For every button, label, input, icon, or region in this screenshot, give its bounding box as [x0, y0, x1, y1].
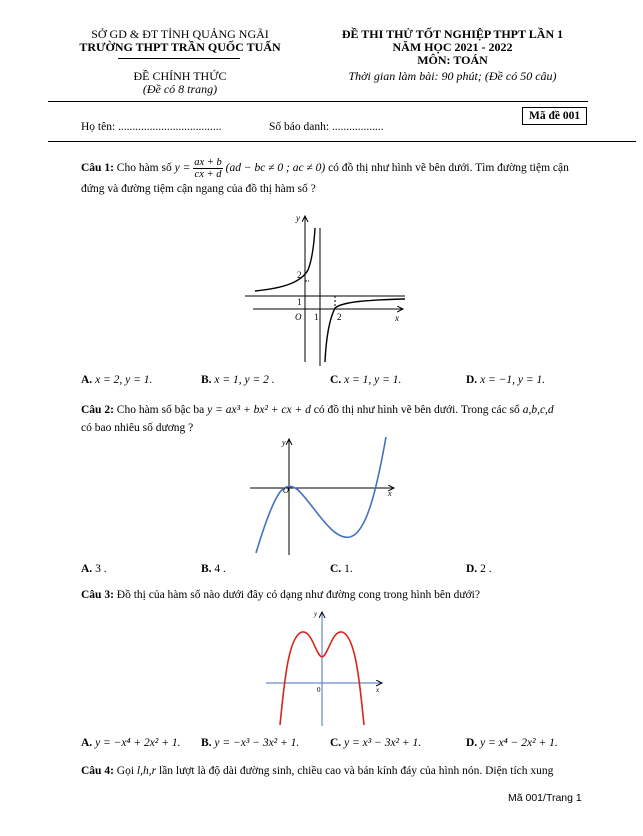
question-2-label: Câu 2:: [81, 404, 114, 416]
graph2-y-label: y: [282, 438, 286, 447]
official-block: [65, 70, 295, 96]
q3-option-a[interactable]: A. y = −x⁴ + 2x² + 1.: [81, 737, 181, 749]
header-left-divider: [118, 58, 240, 59]
question-1-text-b: có đồ thị như hình vẽ bên dưới. Tìm đường tiệm cận: [328, 162, 569, 175]
header-left: [65, 28, 295, 54]
info-divider: [48, 141, 636, 142]
graph2-origin: O: [283, 486, 289, 495]
fraction-numerator: ax + b: [194, 157, 222, 168]
page-footer: Mã 001/Trang 1: [508, 792, 582, 804]
question-3-graph: [262, 606, 386, 728]
q2-option-a[interactable]: A. 3 .: [81, 563, 107, 575]
question-2: [81, 402, 601, 418]
q3-option-b[interactable]: B. y = −x³ − 3x² + 1.: [201, 737, 300, 749]
school-year: NĂM HỌC 2021 - 2022: [392, 40, 513, 54]
student-id-field: Số báo danh: ..................: [269, 121, 384, 133]
exam-time: Thời gian làm bài: 90 phút; (Đề có 50 câu): [348, 69, 557, 83]
question-1-condition: (ad − bc ≠ 0 ; ac ≠ 0): [225, 162, 326, 175]
graph1-y-label: y: [296, 213, 300, 223]
question-4-label: Câu 4:: [81, 765, 114, 777]
q3-option-c[interactable]: C. y = x³ − 3x² + 1.: [330, 737, 422, 749]
question-1-func-lhs: y =: [174, 162, 191, 175]
q1-option-a[interactable]: A. x = 2, y = 1.: [81, 374, 153, 386]
official-label: ĐỀ CHÍNH THỨC: [133, 69, 227, 83]
q1-option-d[interactable]: D. x = −1, y = 1.: [466, 374, 546, 386]
question-1-label: Câu 1:: [81, 162, 114, 175]
fraction-denominator: cx + d: [194, 169, 222, 180]
header-divider: [48, 101, 588, 102]
graph3-y-label: y: [314, 610, 318, 618]
question-4-vars: l,h,r: [136, 765, 157, 777]
q1-option-b[interactable]: B. x = 1, y = 2 .: [201, 374, 275, 386]
page-count: (Đề có 8 trang): [142, 82, 218, 96]
q1-option-c[interactable]: C. x = 1, y = 1.: [330, 374, 402, 386]
graph1-y-tick-1: 1: [297, 297, 302, 307]
question-3-text: Đồ thị của hàm số nào dưới đây có dạng như đường cong trong hình bên dưới?: [116, 589, 480, 601]
question-2-text-a: Cho hàm số bậc ba: [116, 404, 205, 416]
question-4-text-b: lần lượt là độ dài đường sinh, chiều cao và bán kính đáy của hình nón. Diện tích xung: [158, 765, 554, 777]
graph1-x-label: x: [395, 313, 399, 323]
question-4-text-a: Gọi: [116, 765, 135, 777]
graph1-y-tick-2: 2: [297, 270, 302, 280]
q2-option-d[interactable]: D. 2 .: [466, 563, 492, 575]
question-3: [81, 587, 601, 603]
hyperbola-right-branch: [325, 299, 405, 362]
department-name: SỞ GD & ĐT TỈNH QUẢNG NGÃI: [91, 27, 269, 41]
subject: MÔN: TOÁN: [417, 53, 488, 67]
question-2-graph: [228, 433, 400, 558]
question-1-fraction: [193, 157, 223, 180]
student-name-field: Họ tên: ....................................: [81, 121, 222, 133]
question-2-text-c: có bao nhiêu số dương ?: [81, 422, 194, 434]
graph3-x-label: x: [376, 686, 380, 694]
cubic-curve: [256, 437, 386, 553]
q2-option-c[interactable]: C. 1.: [330, 563, 353, 575]
question-2-vars: a,b,c,d: [522, 404, 554, 416]
question-1: [81, 157, 601, 180]
hyperbola-left-branch: [255, 228, 315, 291]
q3-option-d[interactable]: D. y = x⁴ − 2x² + 1.: [466, 737, 558, 749]
graph3-origin: 0: [317, 686, 321, 694]
q2-option-b[interactable]: B. 4 .: [201, 563, 226, 575]
question-4: [81, 763, 611, 779]
graph2-x-label: x: [388, 489, 392, 498]
question-2-text-b: có đồ thị như hình vẽ bên dưới. Trong các số: [313, 404, 520, 416]
graph1-origin: O: [295, 312, 302, 322]
question-1-graph: [245, 210, 410, 366]
question-2-func: y = ax³ + bx² + cx + d: [207, 404, 311, 416]
graph1-x-tick-2: 2: [337, 312, 342, 322]
graph1-x-tick-1: 1: [314, 312, 319, 322]
question-1-text-a: Cho hàm số: [116, 162, 172, 175]
exam-title: ĐỀ THI THỬ TỐT NGHIỆP THPT LẦN 1: [341, 27, 564, 41]
school-name: TRƯỜNG THPT TRẦN QUỐC TUẤN: [79, 40, 281, 54]
exam-code-box: Mã đề 001: [522, 107, 587, 125]
question-1-text-c: đứng và đường tiệm cận ngang của đồ thị hàm số ?: [81, 183, 316, 195]
header-right: [320, 28, 585, 67]
question-3-label: Câu 3:: [81, 589, 114, 601]
